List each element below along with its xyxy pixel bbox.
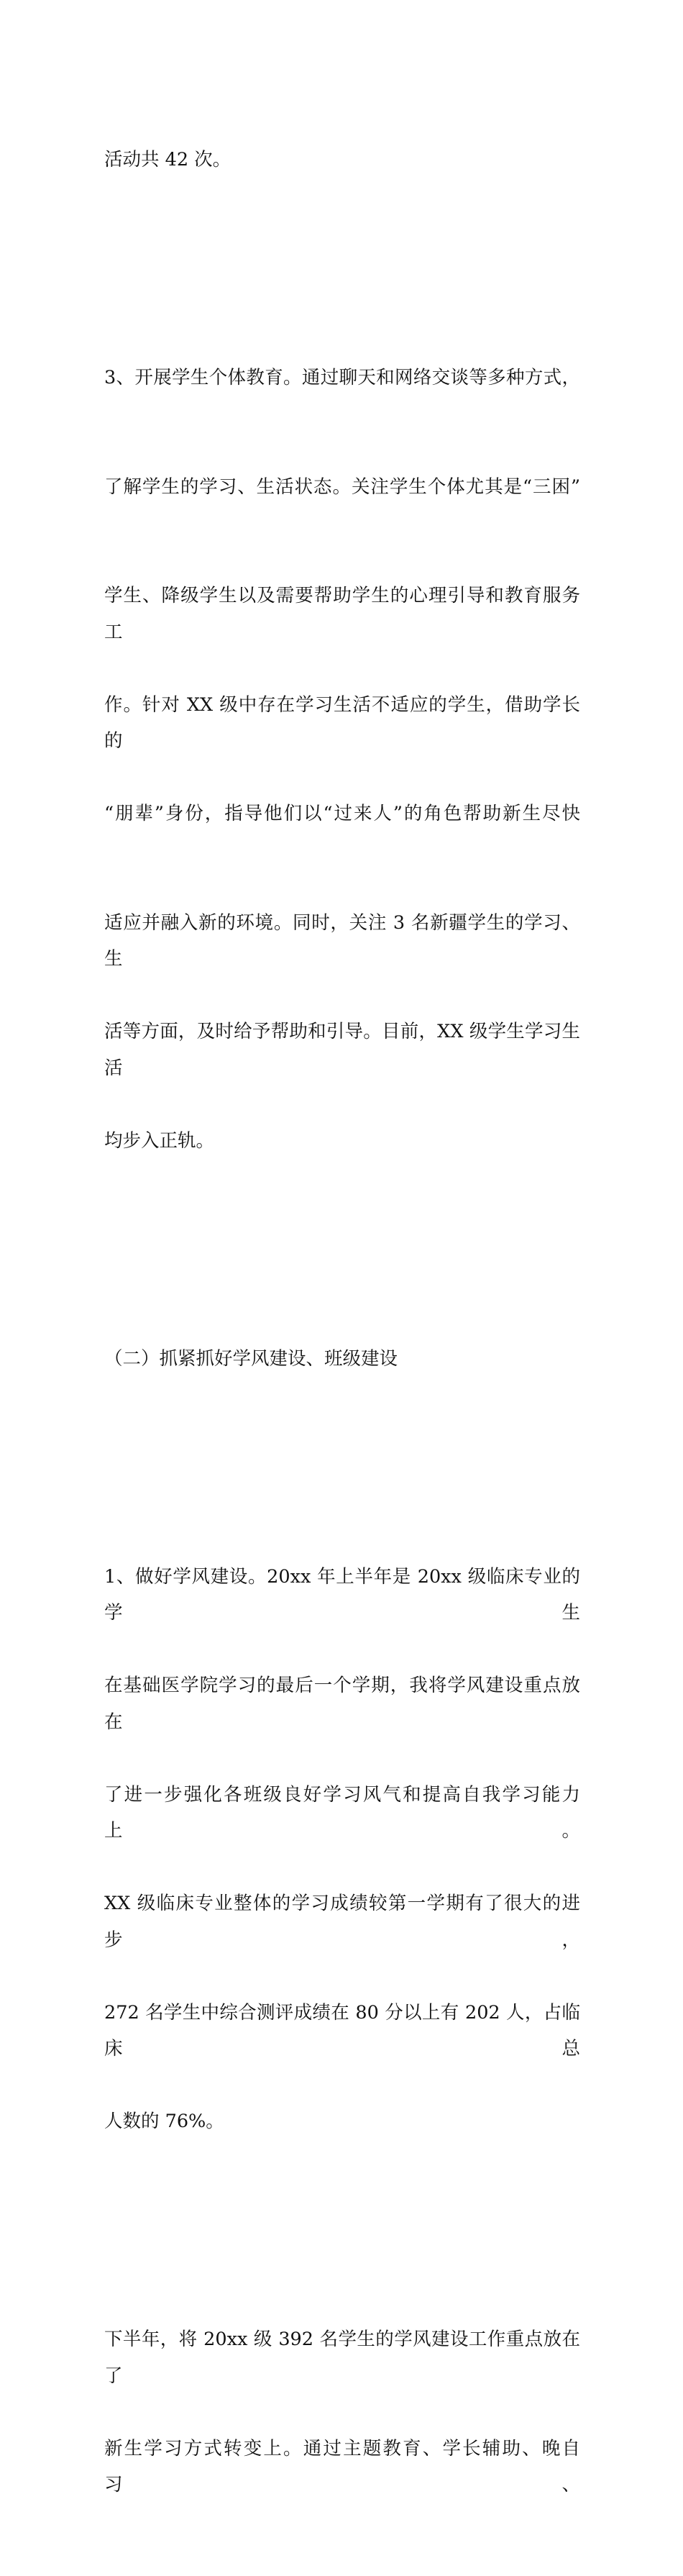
text-line: 了进一步强化各班级良好学习风气和提高自我学习能力上。 bbox=[104, 1783, 580, 1842]
section-heading-study-style bbox=[104, 1268, 580, 1450]
text-line: 在基础医学院学习的最后一个学期，我将学风建设重点放在 bbox=[104, 1675, 580, 1733]
text-line: 学生、降级学生以及需要帮助学生的心理引导和教育服务工 bbox=[104, 585, 580, 643]
text-line: XX 级临床专业整体的学习成绩较第一学期有了很大的进步， bbox=[104, 1893, 580, 1951]
paragraph-study-style-building bbox=[104, 1486, 580, 2213]
text-line: 活等方面，及时给予帮助和引导。目前，XX 级学生学习生活 bbox=[104, 1021, 580, 1079]
text-line: 适应并融入新的环境。同时，关注 3 名新疆学生的学习、生 bbox=[104, 911, 580, 970]
paragraph-second-half-year bbox=[104, 2249, 580, 2539]
text-line: 3、开展学生个体教育。通过聊天和网络交谈等多种方式， bbox=[104, 367, 580, 388]
paragraph-individual-education bbox=[104, 287, 580, 1232]
text-line: 下半年，将 20xx 级 392 名学生的学风建设工作重点放在了 bbox=[104, 2329, 580, 2387]
text-line: “朋辈”身份，指导他们以“过来人”的角色帮助新生尽快 bbox=[104, 803, 580, 824]
text-line: 1、做好学风建设。20xx 年上半年是 20xx 级临床专业的学生 bbox=[104, 1565, 580, 1624]
text-line: 作。针对 XX 级中存在学习生活不适应的学生，借助学长的 bbox=[104, 693, 580, 752]
text-line: 均步入正轨。 bbox=[104, 1129, 215, 1152]
paragraph-activity-count bbox=[104, 69, 580, 251]
text-line: 新生学习方式转变上。通过主题教育、学长辅助、晚自习、 bbox=[104, 2437, 580, 2495]
text-line: 人数的 76%。 bbox=[104, 2111, 224, 2132]
document-body bbox=[104, 69, 580, 2576]
text-line: 272 名学生中综合测评成绩在 80 分以上有 202 人，占临床总 bbox=[104, 2001, 580, 2060]
text-line: 活动共 42 次。 bbox=[104, 149, 232, 170]
text-line: 了解学生的学习、生活状态。关注学生个体尤其是“三困” bbox=[104, 475, 580, 498]
heading-line: （二）抓紧抓好学风建设、班级建设 bbox=[104, 1347, 398, 1370]
